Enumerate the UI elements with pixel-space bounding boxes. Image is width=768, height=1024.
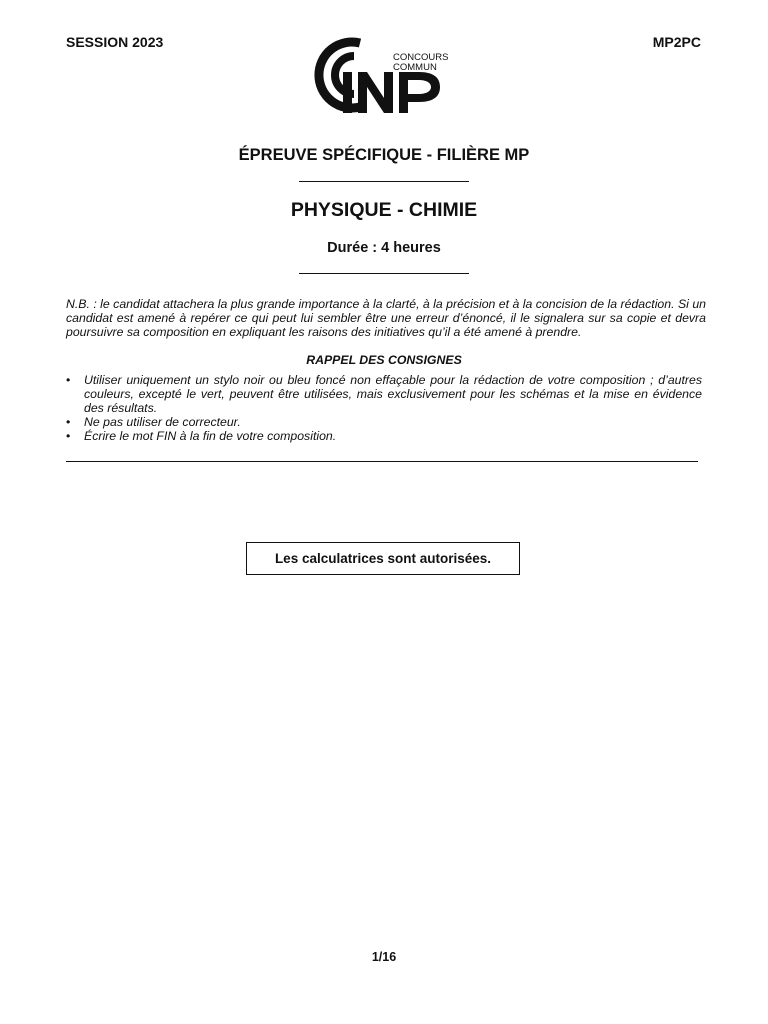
rules-list-item (66, 373, 702, 415)
logo-letter-i (343, 72, 352, 113)
duration-divider (299, 273, 469, 274)
rules-list-item (66, 429, 702, 443)
subject-heading: ÉPREUVE SPÉCIFIQUE - FILIÈRE MP (238, 146, 530, 164)
rule-text: Utiliser uniquement un stylo noir ou bleu foncé non effaçable pour la rédaction de votre composition ; d’autres couleurs, excepté le vert, peuvent être utilisées, mais exclusivement pour les schémas et la mise en évidence des résultats. (84, 373, 702, 415)
bullet-icon: • (66, 429, 71, 443)
logo-text-commun: COMMUN (393, 62, 437, 73)
page-number: 1/16 (371, 950, 397, 964)
title-divider (299, 181, 469, 182)
logo-letter-n (358, 72, 393, 113)
page-title: PHYSIQUE - CHIMIE (290, 199, 478, 221)
exam-duration: Durée : 4 heures (327, 240, 441, 256)
calculator-notice: Les calculatrices sont autorisées. (274, 551, 492, 566)
concours-commun-inp-logo (310, 32, 460, 118)
nb-note: N.B. : le candidat attachera la plus grande importance à la clarté, à la précision et à la concision de la rédaction. Si un candidat est amené à repérer ce qui peut lui sembler être une erreur d’énoncé, il le signalera sur sa copie et devra poursuivre sa composition en expliquant les raisons des initiatives qu’il a été amené à prendre. (66, 297, 706, 339)
section-divider (66, 461, 698, 462)
rule-text: Ne pas utiliser de correcteur. (84, 415, 241, 429)
logo-letter-p (399, 72, 440, 113)
rules-list (66, 373, 702, 443)
session-label: SESSION 2023 (66, 34, 164, 50)
logo-text-concours: CONCOURS (393, 52, 449, 63)
rule-text: Écrire le mot FIN à la fin de votre composition. (84, 429, 337, 443)
bullet-icon: • (66, 415, 71, 429)
exam-code: MP2PC (652, 34, 701, 50)
rules-heading: RAPPEL DES CONSIGNES (306, 353, 462, 367)
rules-list-item (66, 415, 702, 429)
bullet-icon: • (66, 373, 71, 387)
calculator-notice-box (246, 542, 520, 575)
logo-outer-arc (319, 42, 360, 108)
